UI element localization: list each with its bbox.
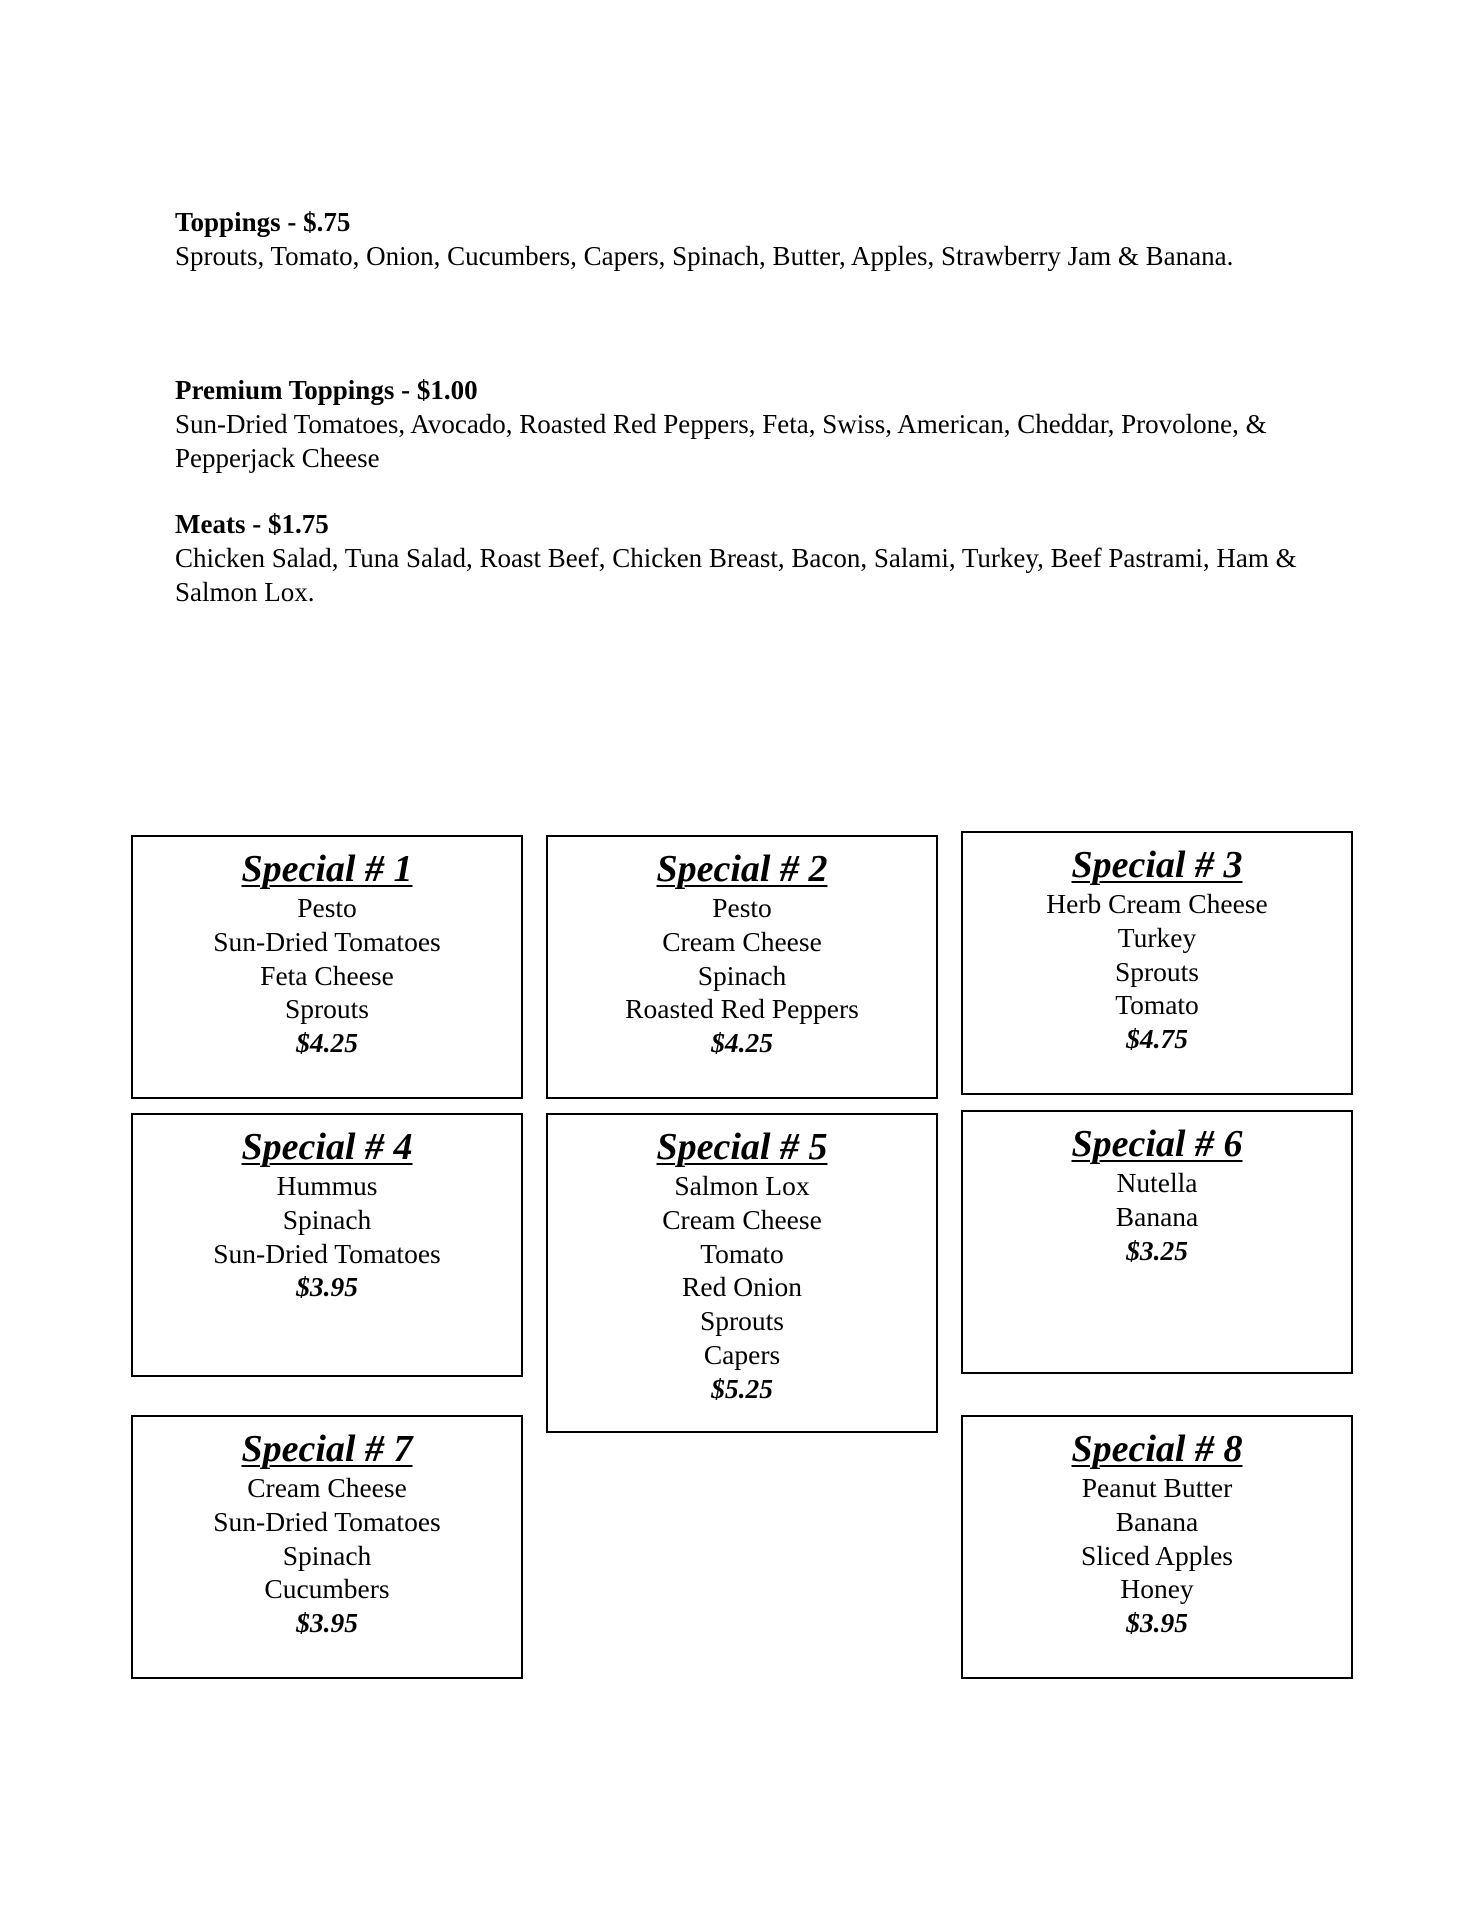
premium-toppings-heading: Premium Toppings - $1.00 xyxy=(175,375,478,405)
special-item: Pesto xyxy=(297,892,357,923)
toppings-heading: Toppings - $.75 xyxy=(175,207,351,237)
special-title: Special # 3 xyxy=(1071,844,1243,886)
premium-toppings-section xyxy=(175,373,1325,475)
special-item: Banana xyxy=(1115,1200,1199,1232)
special-box-2 xyxy=(546,835,938,1099)
special-item: Sprouts xyxy=(284,993,370,1025)
special-item: Tomato xyxy=(1115,989,1199,1021)
special-item: Hummus xyxy=(276,1170,378,1201)
special-item: Banana xyxy=(1115,1505,1199,1537)
special-box-6 xyxy=(961,1110,1353,1374)
special-price: $4.25 xyxy=(296,1027,358,1059)
special-title: Special # 4 xyxy=(241,1126,413,1168)
toppings-section xyxy=(175,205,1325,273)
special-title: Special # 7 xyxy=(241,1428,413,1470)
meats-heading: Meats - $1.75 xyxy=(175,509,329,539)
special-price: $3.95 xyxy=(296,1607,358,1639)
toppings-list: Sprouts, Tomato, Onion, Cucumbers, Capers, Spinach, Butter, Apples, Strawberry Jam & Banana. xyxy=(175,241,1234,271)
special-item: Cucumbers xyxy=(264,1573,390,1605)
special-price: $3.95 xyxy=(1126,1607,1188,1639)
special-item: Herb Cream Cheese xyxy=(1046,888,1268,919)
special-item: Pesto xyxy=(712,892,772,923)
special-item: Cream Cheese xyxy=(662,925,822,957)
special-item: Nutella xyxy=(1116,1167,1198,1198)
special-item: Feta Cheese xyxy=(260,959,394,991)
special-box-8 xyxy=(961,1415,1353,1679)
special-item: Red Onion xyxy=(682,1271,802,1303)
special-box-5 xyxy=(546,1113,938,1433)
special-item: Tomato xyxy=(700,1237,784,1269)
special-price: $5.25 xyxy=(711,1372,773,1404)
special-item: Turkey xyxy=(1117,921,1197,953)
premium-toppings-list: Sun-Dried Tomatoes, Avocado, Roasted Red Peppers, Feta, Swiss, American, Cheddar, Provolone, & Pepperjack Cheese xyxy=(175,409,1267,473)
special-item: Sun-Dried Tomatoes xyxy=(213,925,441,957)
special-item: Honey xyxy=(1120,1573,1194,1605)
special-box-7 xyxy=(131,1415,523,1679)
meats-list: Chicken Salad, Tuna Salad, Roast Beef, Chicken Breast, Bacon, Salami, Turkey, Beef Pastrami, Ham & Salmon Lox. xyxy=(175,543,1297,607)
special-item: Salmon Lox xyxy=(674,1170,810,1201)
special-item: Sprouts xyxy=(1114,955,1200,987)
special-box-1 xyxy=(131,835,523,1099)
special-title: Special # 8 xyxy=(1071,1428,1243,1470)
special-price: $4.25 xyxy=(711,1027,773,1059)
special-item: Peanut Butter xyxy=(1081,1472,1233,1503)
special-price: $3.95 xyxy=(296,1271,358,1303)
special-item: Sun-Dried Tomatoes xyxy=(213,1505,441,1537)
special-item: Cream Cheese xyxy=(662,1203,822,1235)
special-item: Sun-Dried Tomatoes xyxy=(213,1237,441,1269)
special-title: Special # 6 xyxy=(1071,1123,1243,1165)
special-title: Special # 2 xyxy=(656,848,828,890)
special-price: $4.75 xyxy=(1126,1023,1188,1055)
special-price: $3.25 xyxy=(1126,1234,1188,1266)
meats-section xyxy=(175,507,1325,609)
special-item: Spinach xyxy=(282,1539,372,1571)
special-box-4 xyxy=(131,1113,523,1377)
special-item: Capers xyxy=(703,1338,781,1370)
special-title: Special # 1 xyxy=(241,848,413,890)
special-item: Spinach xyxy=(697,959,787,991)
special-item: Sprouts xyxy=(699,1305,785,1337)
special-item: Spinach xyxy=(282,1203,372,1235)
special-item: Roasted Red Peppers xyxy=(625,993,859,1025)
special-title: Special # 5 xyxy=(656,1126,828,1168)
special-item: Cream Cheese xyxy=(247,1472,407,1503)
special-box-3 xyxy=(961,831,1353,1095)
special-item: Sliced Apples xyxy=(1080,1539,1233,1571)
